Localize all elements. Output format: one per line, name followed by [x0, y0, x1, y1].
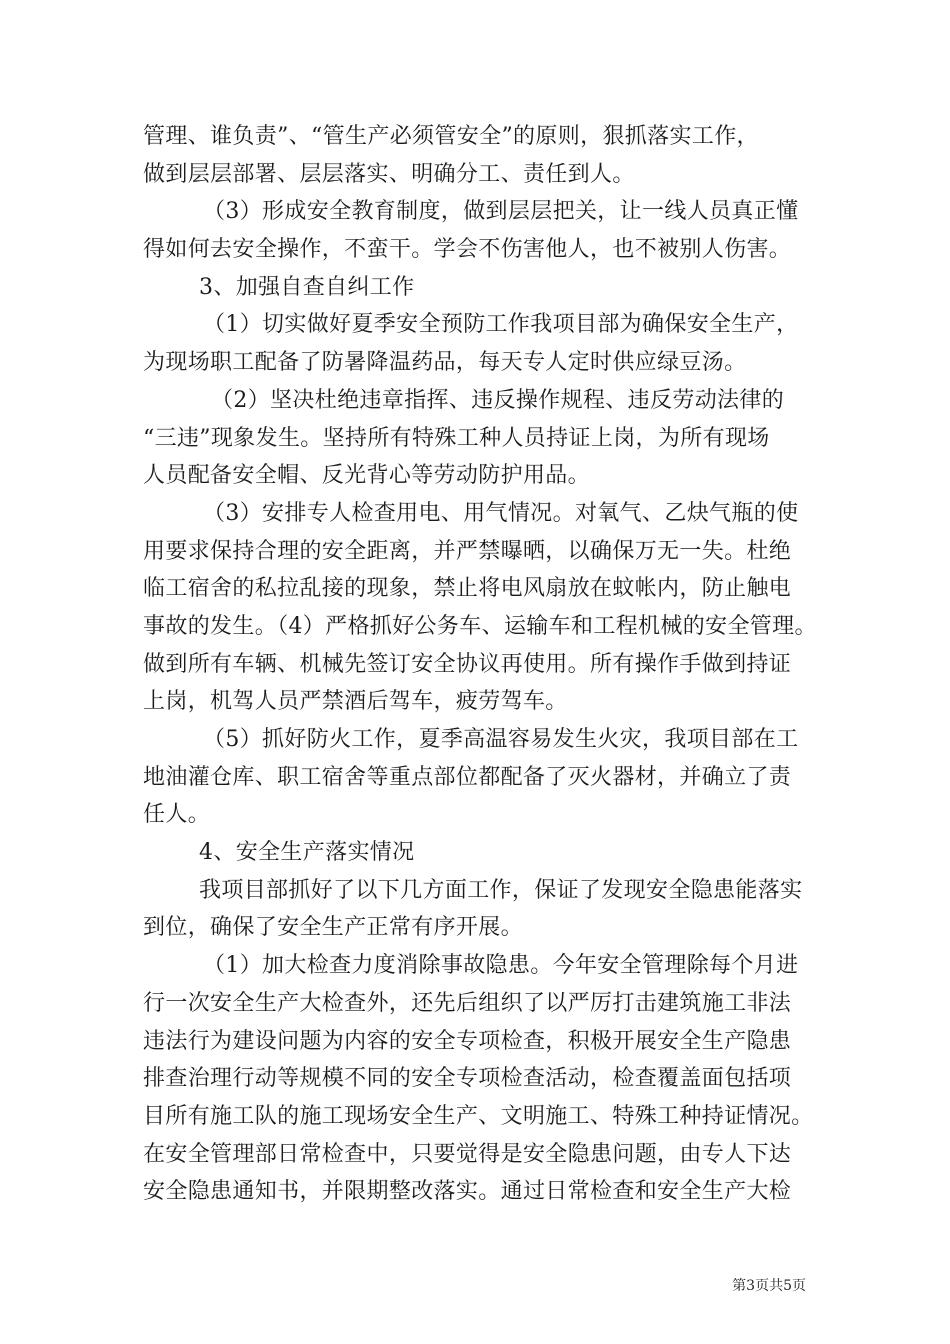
text-line: 人员配备安全帽、反光背心等劳动防护用品。	[143, 463, 591, 489]
text-line: 做到所有车辆、机械先签订安全协议再使用。所有操作手做到持证	[143, 651, 792, 677]
text-line: 行一次安全生产大检查外，还先后组织了以严厉打击建筑施工非法	[143, 990, 792, 1016]
text-line: （1）切实做好夏季安全预防工作我项目部为确保安全生产，	[203, 312, 799, 338]
text-line: （3）形成安全教育制度，做到层层把关，让一线人员真正懂	[203, 199, 799, 225]
text-line: 到位，确保了安全生产正常有序开展。	[143, 915, 523, 941]
text-line: 违法行为建设问题为内容的安全专项检查，积极开展安全生产隐患	[143, 1028, 792, 1054]
text-line: 管理、谁负责”、“管生产必须管安全”的原则，狠抓落实工作，	[143, 124, 759, 149]
section-heading: 4、安全生产落实情况	[199, 840, 415, 866]
text-line: 上岗，机驾人员严禁酒后驾车，疲劳驾车。	[143, 689, 568, 715]
page-number: 第3页共5页	[732, 1278, 806, 1294]
text-line: 我项目部抓好了以下几方面工作，保证了发现安全隐患能落实	[199, 877, 803, 903]
text-line: 目所有施工队的施工现场安全生产、文明施工、特殊工种持证情况。	[143, 1103, 814, 1129]
text-line: 地油灌仓库、职工宿舍等重点部位都配备了灭火器材，并确立了责	[143, 764, 792, 790]
text-line: 排查治理行动等规模不同的安全专项检查活动，检查覆盖面包括项	[143, 1066, 792, 1092]
text-line: （3）安排专人检查用电、用气情况。对氧气、乙炔气瓶的使	[203, 500, 799, 526]
text-line: 在安全管理部日常检查中，只要觉得是安全隐患问题，由专人下达	[143, 1141, 792, 1167]
text-line: 用要求保持合理的安全距离，并严禁曝晒，以确保万无一失。杜绝	[143, 538, 792, 564]
text-line: “三违”现象发生。坚持所有特殊工种人员持证上岗，为所有现场	[143, 425, 770, 451]
text-line: （5）抓好防火工作，夏季高温容易发生火灾，我项目部在工	[203, 727, 799, 752]
text-line: 做到层层部署、层层落实、明确分工、责任到人。	[143, 161, 635, 187]
text-line: （2）坚决杜绝违章指挥、违反操作规程、违反劳动法律的	[211, 387, 785, 413]
text-line: （1）加大检查力度消除事故隐患。今年安全管理除每个月进	[203, 953, 799, 979]
text-line: 事故的发生。（4）严格抓好公务车、运输车和工程机械的安全管理。	[143, 613, 817, 639]
text-line: 安全隐患通知书，并限期整改落实。通过日常检查和安全生产大检	[143, 1179, 792, 1205]
text-line: 任人。	[143, 802, 211, 828]
body-text	[143, 118, 817, 1211]
text-line: 临工宿舍的私拉乱接的现象，禁止将电风扇放在蚊帐内，防止触电	[143, 576, 792, 602]
section-heading: 3、加强自查自纠工作	[199, 274, 415, 300]
text-line: 为现场职工配备了防暑降温药品，每天专人定时供应绿豆汤。	[143, 350, 747, 376]
text-line: 得如何去安全操作，不蛮干。学会不伤害他人，也不被别人伤害。	[143, 237, 792, 263]
